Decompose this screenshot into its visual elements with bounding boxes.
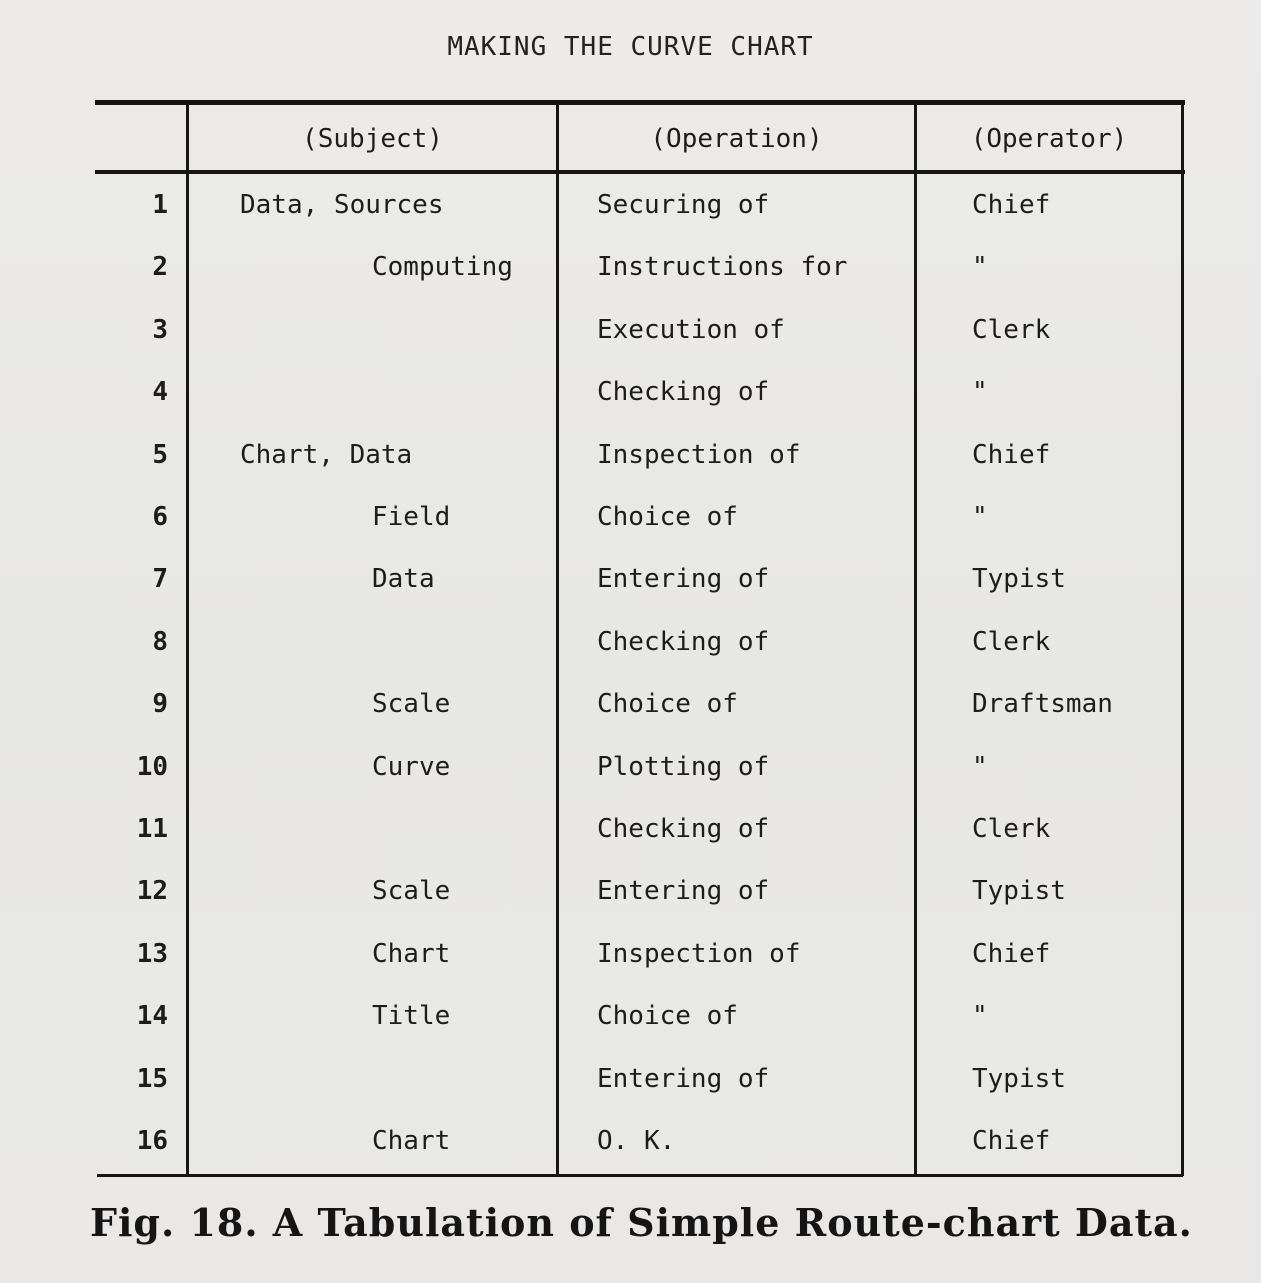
subject-sub: Curve (372, 752, 451, 782)
operation-cell: Checking of (597, 377, 770, 407)
subject-sub: Scale (372, 689, 451, 719)
row-number: 9 (152, 689, 168, 719)
row-number: 11 (136, 814, 168, 844)
row-number: 16 (136, 1126, 168, 1156)
row-number: 13 (136, 939, 168, 969)
operator-cell: Clerk (972, 627, 1051, 657)
subject-sub: Chart (372, 1126, 451, 1156)
operation-cell: Inspection of (597, 939, 801, 969)
operation-cell: Entering of (597, 564, 770, 594)
operator-cell: Clerk (972, 315, 1051, 345)
divider-number-subject (186, 102, 189, 1174)
row-number: 12 (136, 876, 168, 906)
operator-cell: " (972, 252, 988, 282)
header-subject: (Subject) (302, 124, 443, 154)
operation-cell: Instructions for (597, 252, 848, 282)
operator-cell: Chief (972, 440, 1051, 470)
row-number: 10 (136, 752, 168, 782)
operator-cell: Chief (972, 190, 1051, 220)
operator-cell: " (972, 377, 988, 407)
operation-cell: Checking of (597, 627, 770, 657)
operator-cell: " (972, 1001, 988, 1031)
subject-sub: Data (372, 564, 435, 594)
header-rule (95, 170, 1185, 174)
subject-sub: Chart (372, 939, 451, 969)
divider-operation-operator (914, 102, 917, 1174)
operation-cell: Entering of (597, 1064, 770, 1094)
operator-cell: Typist (972, 1064, 1066, 1094)
row-number: 1 (152, 190, 168, 220)
subject-sub: Computing (372, 252, 513, 282)
row-number: 15 (136, 1064, 168, 1094)
operator-cell: Typist (972, 876, 1066, 906)
operator-cell: Typist (972, 564, 1066, 594)
operation-cell: Execution of (597, 315, 785, 345)
operator-cell: Chief (972, 939, 1051, 969)
operation-cell: Securing of (597, 190, 770, 220)
operation-cell: O. K. (597, 1126, 676, 1156)
subject-sub: Field (372, 502, 451, 532)
subject-sub: Title (372, 1001, 451, 1031)
row-number: 2 (152, 252, 168, 282)
operator-cell: " (972, 752, 988, 782)
operation-cell: Checking of (597, 814, 770, 844)
operation-cell: Inspection of (597, 440, 801, 470)
operator-cell: Chief (972, 1126, 1051, 1156)
right-border (1181, 102, 1184, 1176)
bottom-rule (97, 1174, 1183, 1177)
subject-sub: Scale (372, 876, 451, 906)
subject-main: Chart, Data (240, 440, 413, 470)
top-rule (95, 100, 1185, 105)
row-number: 3 (152, 315, 168, 345)
figure-caption: Fig. 18. A Tabulation of Simple Route-chart Data. (90, 1200, 1193, 1245)
row-number: 4 (152, 377, 168, 407)
header-operation: (Operation) (650, 124, 823, 154)
subject-main: Data, Sources (240, 190, 444, 220)
header-operator: (Operator) (970, 124, 1128, 154)
row-number: 8 (152, 627, 168, 657)
table-title: MAKING THE CURVE CHART (447, 32, 814, 62)
operation-cell: Plotting of (597, 752, 770, 782)
operation-cell: Choice of (597, 689, 738, 719)
row-number: 6 (152, 502, 168, 532)
operator-cell: Clerk (972, 814, 1051, 844)
operation-cell: Choice of (597, 502, 738, 532)
divider-subject-operation (556, 102, 559, 1174)
operation-cell: Choice of (597, 1001, 738, 1031)
row-number: 5 (152, 440, 168, 470)
row-number: 14 (136, 1001, 168, 1031)
operation-cell: Entering of (597, 876, 770, 906)
operator-cell: " (972, 502, 988, 532)
row-number: 7 (152, 564, 168, 594)
operator-cell: Draftsman (972, 689, 1113, 719)
